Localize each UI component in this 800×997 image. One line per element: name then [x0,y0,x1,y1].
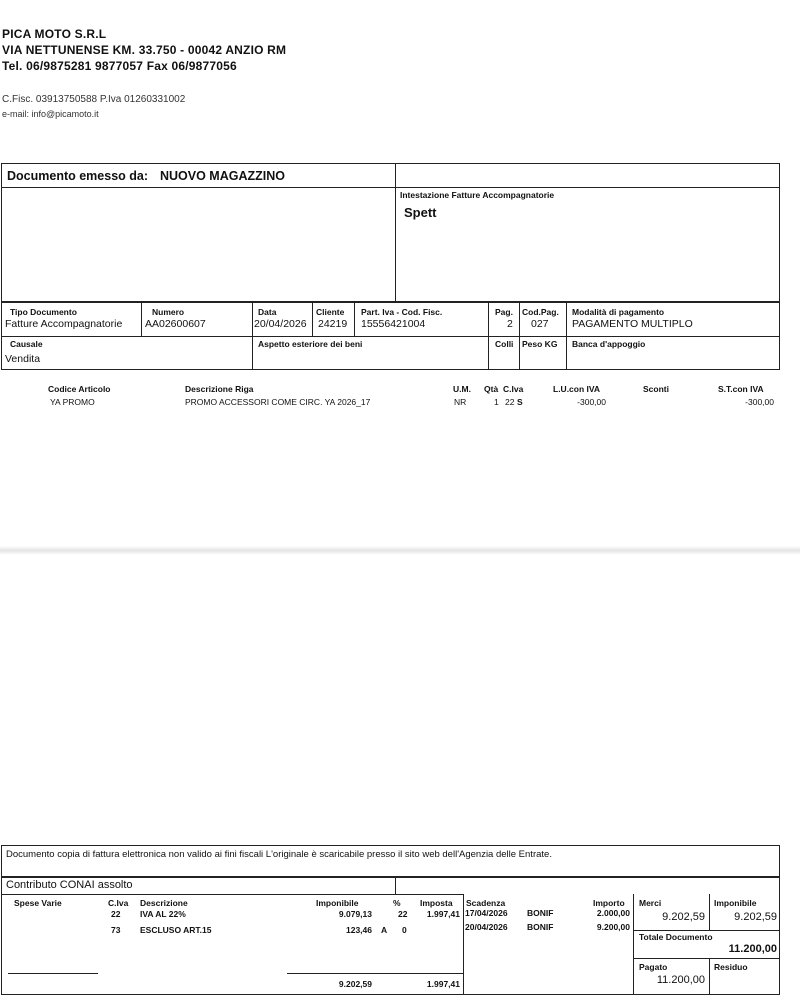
row-flag: S [517,397,523,407]
iva-imponibile-header: Imponibile [316,898,359,908]
iva-row-flag: A [381,925,388,935]
row-civa: 22 [505,397,515,407]
iva-row-imposta: 1.997,41 [426,909,460,919]
totale-label: Totale Documento [639,932,713,942]
iva-row-perc: 22 [398,909,408,919]
iva-imposta-header: Imposta [420,898,453,908]
tipo-label: Tipo Documento [10,307,77,317]
total-imposta: 1.997,41 [426,979,460,989]
scad-tipo: BONIF [527,908,554,918]
colli-label: Colli [495,339,514,349]
codpag-label: Cod.Pag. [522,307,559,317]
merci-label: Merci [639,898,662,908]
row-lu: -300,00 [577,397,606,407]
col-um: U.M. [453,384,471,394]
imponibile-value: 9.202,59 [734,911,777,923]
numero-value: AA02600607 [145,318,206,330]
scad-importo: 2.000,00 [596,908,630,918]
iva-row-civa: 73 [111,925,121,935]
tipo-value: Fatture Accompagnatorie [5,318,123,330]
conai-text: Contributo CONAI assolto [6,879,133,891]
iva-row-descr: IVA AL 22% [140,909,186,919]
iva-civa-header: C.Iva [108,898,129,908]
iva-descr-header: Descrizione [140,898,188,908]
issuer-value: NUOVO MAGAZZINO [160,169,285,183]
recipient-value: Spett [404,205,437,220]
footer-note: Documento copia di fattura elettronica non valido ai fini fiscali L'originale è scaricabile presso il sito web dell'Agenzia delle Entrate. [6,849,552,860]
iva-row-descr: ESCLUSO ART.15 [140,925,212,935]
company-fiscal: C.Fisc. 03913750588 P.Iva 01260331002 [2,94,186,105]
imponibile-label: Imponibile [714,898,757,908]
scad-importo: 9.200,00 [596,922,630,932]
iva-row-imponibile: 123,46 [346,925,372,935]
banca-label: Banca d'appoggio [572,339,646,349]
residuo-label: Residuo [714,962,748,972]
col-civa: C.Iva [503,384,524,394]
iva-row-civa: 22 [111,909,121,919]
row-codice: YA PROMO [50,397,95,407]
pagato-label: Pagato [639,962,668,972]
total-imponibile: 9.202,59 [338,979,372,989]
spese-label: Spese Varie [14,898,62,908]
row-st: -300,00 [745,397,774,407]
totale-value: 11.200,00 [728,943,777,955]
col-codice: Codice Articolo [48,384,111,394]
scad-tipo: BONIF [527,922,554,932]
col-lu: L.U.con IVA [553,384,601,394]
row-descrizione: PROMO ACCESSORI COME CIRC. YA 2026_17 [185,397,371,407]
issuer-label: Documento emesso da: [7,169,149,183]
header-box [1,163,780,302]
iva-perc-header: % [393,898,401,908]
peso-label: Peso KG [522,339,558,349]
numero-label: Numero [152,307,185,317]
company-address: VIA NETTUNENSE KM. 33.750 - 00042 ANZIO RM [2,43,287,57]
pag-value: 2 [507,318,513,330]
company-email: e-mail: info@picamoto.it [2,109,99,119]
scad-data: 17/04/2026 [465,908,508,918]
modalita-label: Modalità di pagamento [572,307,665,317]
scan-smudge [0,546,800,555]
cliente-value: 24219 [318,318,348,330]
iva-row-perc: 0 [402,925,407,935]
row-qta: 1 [494,397,499,407]
cliente-label: Cliente [316,307,345,317]
company-phone: Tel. 06/9875281 9877057 Fax 06/9877056 [2,59,237,73]
aspetto-label: Aspetto esteriore dei beni [258,339,363,349]
col-sconti: Sconti [643,384,669,394]
company-name: PICA MOTO S.R.L [2,27,107,41]
causale-label: Causale [10,339,43,349]
codpag-value: 027 [531,318,549,330]
scad-header: Scadenza [466,898,506,908]
data-label: Data [258,307,277,317]
recipient-label: Intestazione Fatture Accompagnatorie [400,190,555,200]
pag-label: Pag. [495,307,513,317]
causale-value: Vendita [5,353,41,365]
row-um: NR [454,397,467,407]
piva-value: 15556421004 [361,318,426,330]
merci-value: 9.202,59 [662,911,705,923]
col-st: S.T.con IVA [718,384,764,394]
pagato-value: 11.200,00 [656,974,705,986]
scad-data: 20/04/2026 [465,922,508,932]
data-value: 20/04/2026 [254,318,307,330]
col-qta: Qtà [484,384,499,394]
scad-importo-header: Importo [593,898,625,908]
col-descrizione: Descrizione Riga [185,384,254,394]
modalita-value: PAGAMENTO MULTIPLO [572,318,693,330]
iva-row-imponibile: 9.079,13 [338,909,372,919]
piva-label: Part. Iva - Cod. Fisc. [361,307,443,317]
